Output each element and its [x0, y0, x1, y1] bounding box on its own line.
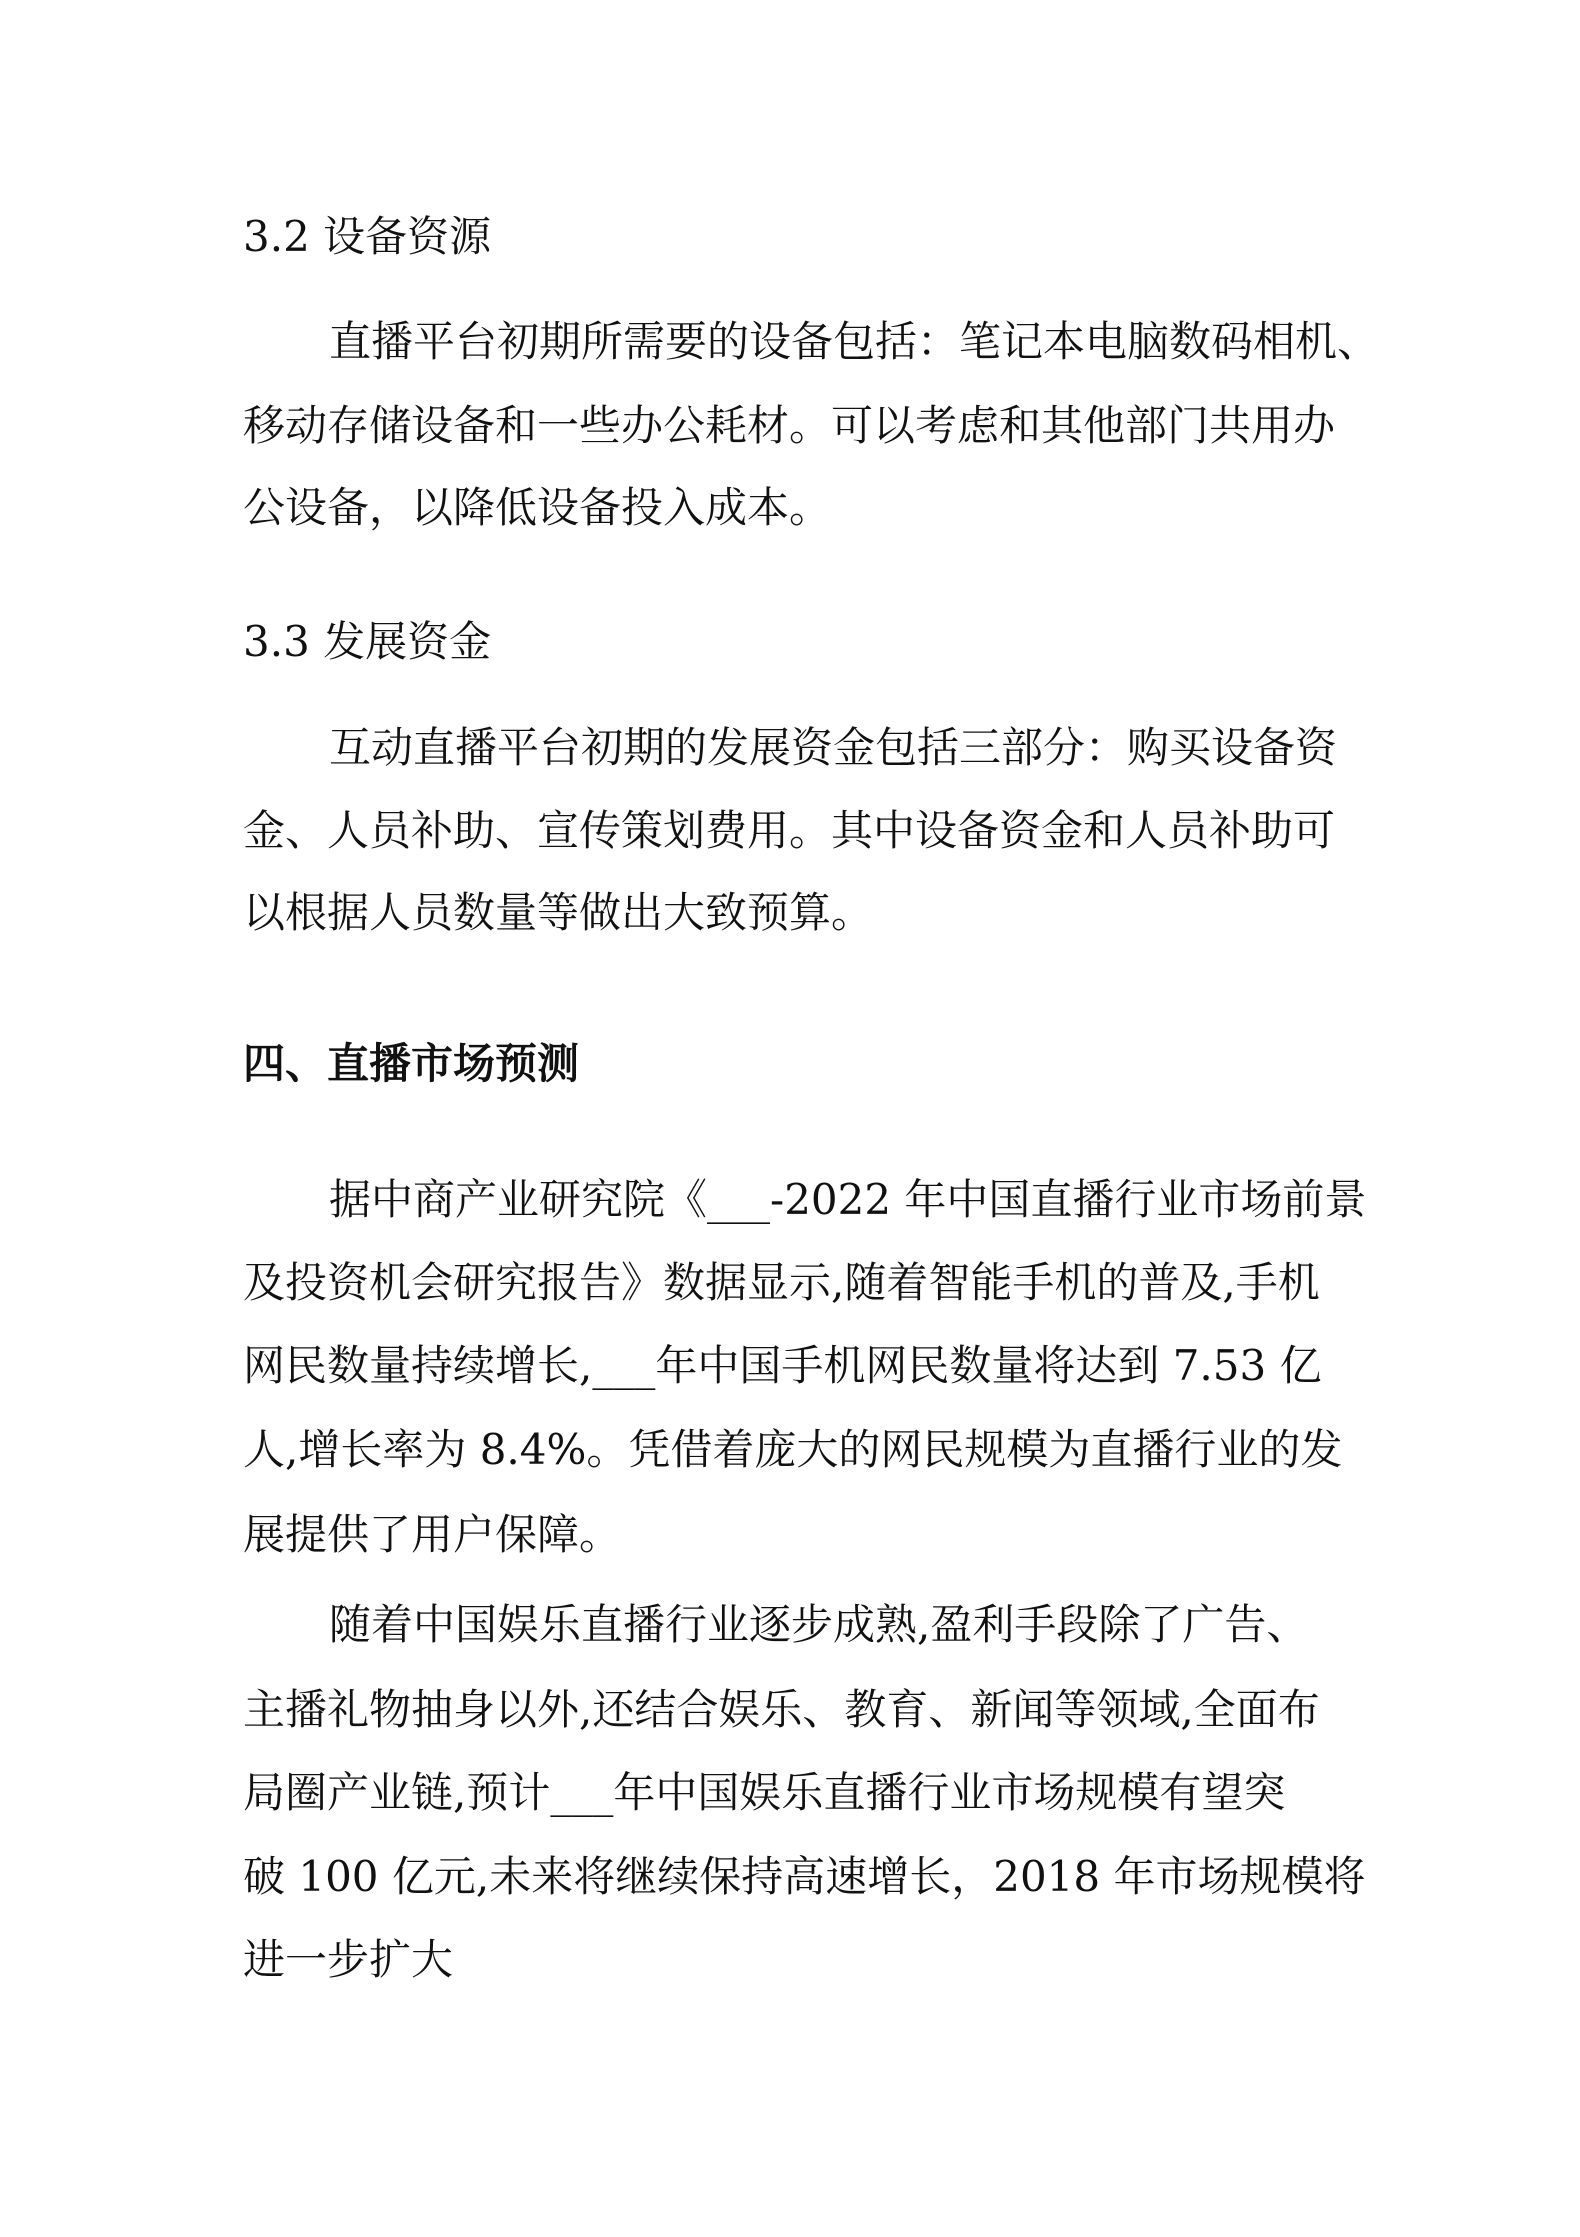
section-heading: 3.3 发展资金	[243, 617, 492, 666]
paragraph-line: 主播礼物抽身以外,还结合娱乐、教育、新闻等领域,全面布	[243, 1685, 1320, 1734]
paragraph-line: 据中商产业研究院《___-2022 年中国直播行业市场前景	[329, 1175, 1367, 1224]
paragraph-line: 以根据人员数量等做出大致预算。	[243, 888, 874, 937]
paragraph-line: 网民数量持续增长,___年中国手机网民数量将达到 7.53 亿	[243, 1341, 1322, 1390]
paragraph-line: 及投资机会研究报告》数据显示,随着智能手机的普及,手机	[243, 1258, 1320, 1307]
paragraph-line: 破 100 亿元,未来将继续保持高速增长，2018 年市场规模将	[243, 1852, 1366, 1901]
paragraph-line: 直播平台初期所需要的设备包括：笔记本电脑数码相机、	[329, 317, 1380, 366]
paragraph-line: 互动直播平台初期的发展资金包括三部分：购买设备资	[329, 723, 1338, 772]
paragraph-line: 随着中国娱乐直播行业逐步成熟,盈利手段除了广告、	[329, 1600, 1309, 1649]
paragraph-line: 金、人员补助、宣传策划费用。其中设备资金和人员补助可	[243, 806, 1336, 855]
paragraph-line: 进一步扩大	[243, 1935, 454, 1984]
paragraph-line: 公设备，以降低设备投入成本。	[243, 483, 832, 532]
paragraph-line: 人,增长率为 8.4%。凭借着庞大的网民规模为直播行业的发	[243, 1425, 1343, 1474]
paragraph-line: 展提供了用户保障。	[243, 1510, 622, 1559]
paragraph-line: 局圈产业链,预计___年中国娱乐直播行业市场规模有望突	[243, 1768, 1286, 1817]
chapter-heading: 四、直播市场预测	[243, 1039, 580, 1088]
section-heading: 3.2 设备资源	[243, 212, 492, 261]
paragraph-line: 移动存储设备和一些办公耗材。可以考虑和其他部门共用办	[243, 401, 1336, 450]
